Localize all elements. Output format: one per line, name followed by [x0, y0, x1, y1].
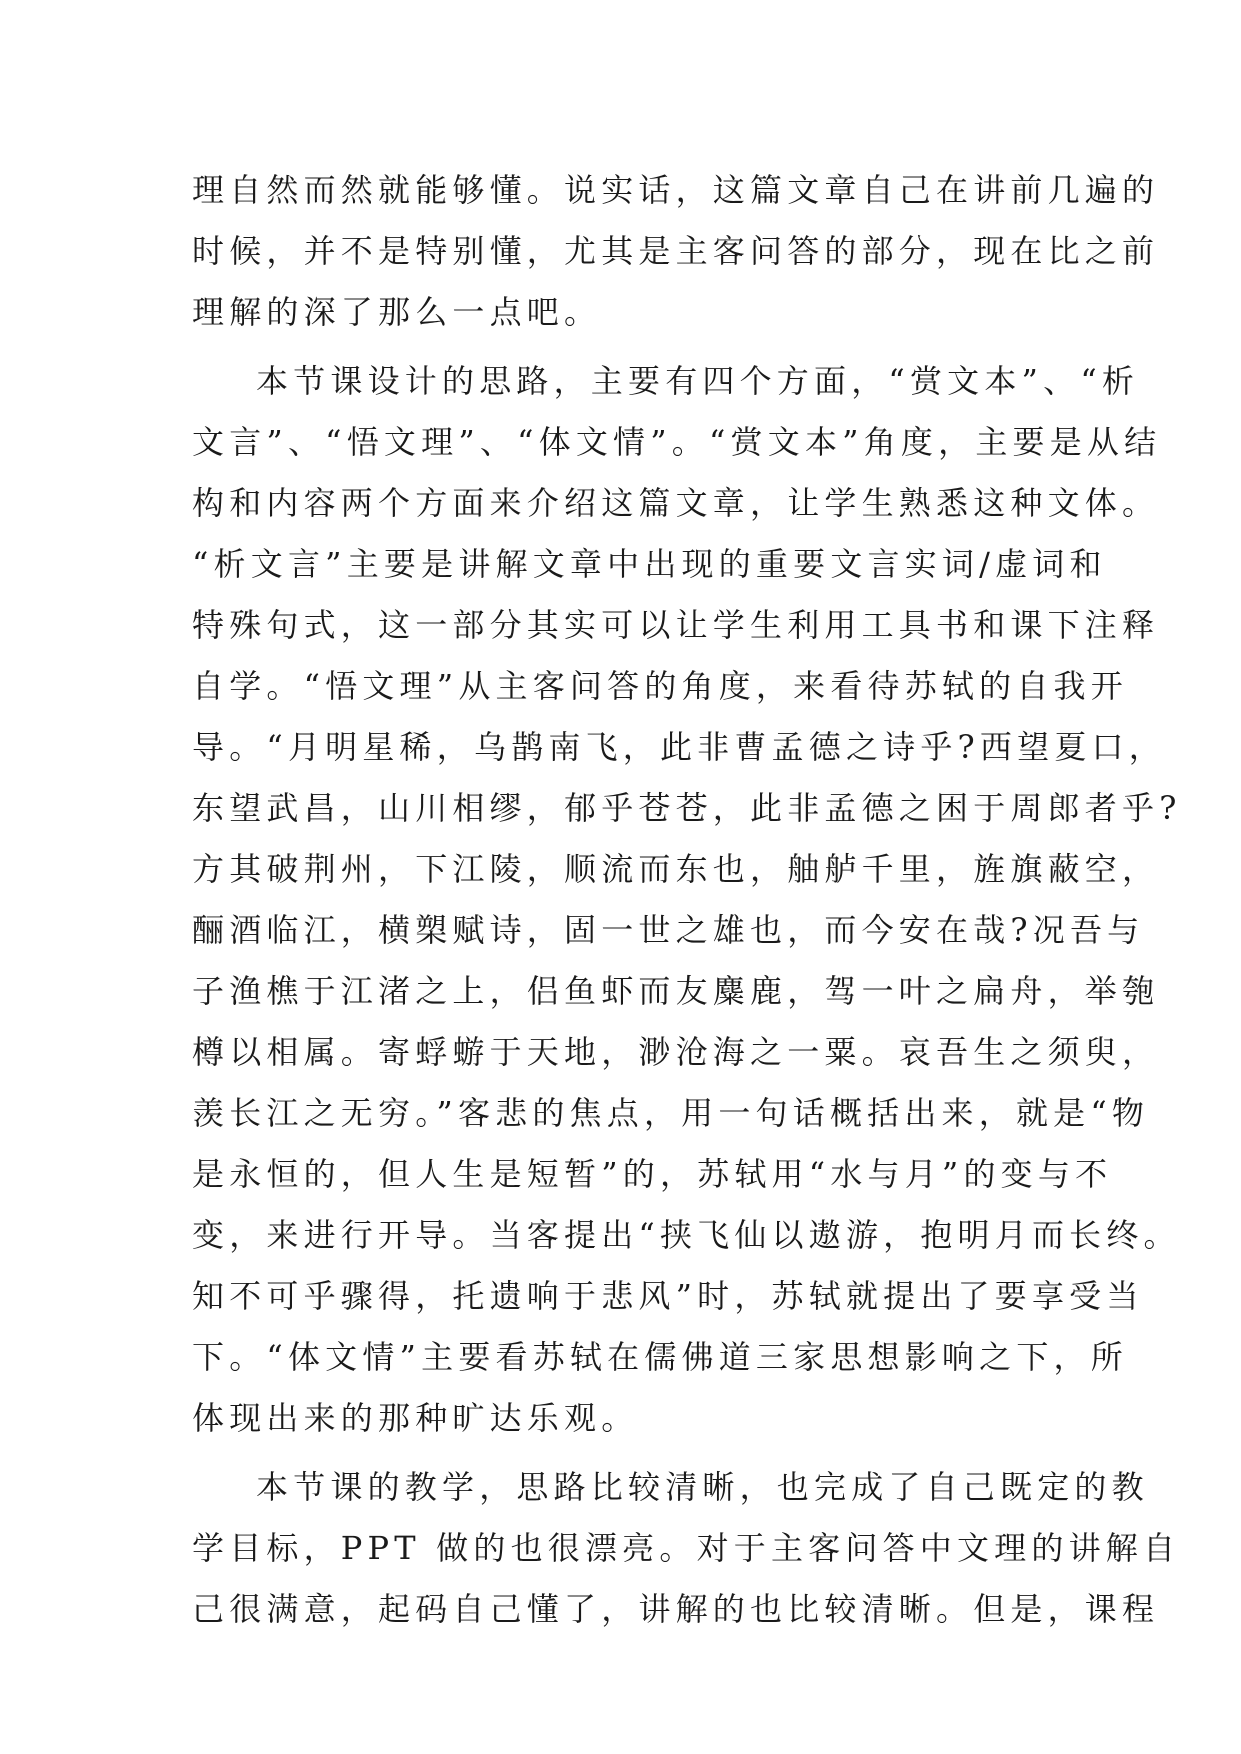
text-line: 下。“体文情”主要看苏轼在儒佛道三家思想影响之下，所	[192, 1338, 1128, 1376]
text-line: “析文言”主要是讲解文章中出现的重要文言实词/虚词和	[192, 545, 1107, 583]
text-line: 导。“月明星稀，乌鹊南飞，此非曹孟德之诗乎?西望夏口，	[192, 728, 1166, 766]
text-line: 方其破荆州，下江陵，顺流而东也，舳舻千里，旌旗蔽空，	[192, 850, 1160, 888]
text-line: 时候，并不是特别懂，尤其是主客问答的部分，现在比之前	[192, 232, 1160, 270]
text-line: 特殊句式，这一部分其实可以让学生利用工具书和课下注释	[192, 606, 1160, 644]
text-line: 理自然而然就能够懂。说实话，这篇文章自己在讲前几遍的	[192, 171, 1160, 209]
text-line: 己很满意，起码自己懂了，讲解的也比较清晰。但是，课程	[192, 1590, 1160, 1628]
text-line: 樽以相属。寄蜉蝣于天地，渺沧海之一粟。哀吾生之须臾，	[192, 1033, 1160, 1071]
paragraph-start-line: 本节课的教学，思路比较清晰，也完成了自己既定的教	[256, 1468, 1149, 1506]
text-line: 子渔樵于江渚之上，侣鱼虾而友麋鹿，驾一叶之扁舟，举匏	[192, 972, 1160, 1010]
text-line: 知不可乎骤得，托遗响于悲风”时，苏轼就提出了要享受当	[192, 1277, 1144, 1315]
text-line: 变，来进行开导。当客提出“挟飞仙以遨游，抱明月而长终。	[192, 1216, 1181, 1254]
body-text	[192, 160, 1182, 1640]
text-line: 是永恒的，但人生是短暂”的，苏轼用“水与月”的变与不	[192, 1155, 1113, 1193]
text-line: 东望武昌，山川相缪，郁乎苍苍，此非孟德之困于周郎者乎?	[192, 789, 1182, 827]
text-line: 体现出来的那种旷达乐观。	[192, 1399, 639, 1437]
text-line: 自学。“悟文理”从主客问答的角度，来看待苏轼的自我开	[192, 667, 1128, 705]
text-line: 酾酒临江，横槊赋诗，固一世之雄也，而今安在哉?况吾与	[192, 911, 1145, 949]
text-line: 学目标，PPT 做的也很漂亮。对于主客问答中文理的讲解自	[192, 1529, 1181, 1567]
paragraph-start-line: 本节课设计的思路，主要有四个方面，“赏文本”、“析	[256, 362, 1140, 400]
text-line: 理解的深了那么一点吧。	[192, 293, 602, 331]
text-line: 羡长江之无穷。”客悲的焦点，用一句话概括出来，就是“物	[192, 1094, 1150, 1132]
text-line: 构和内容两个方面来介绍这篇文章，让学生熟悉这种文体。	[192, 484, 1160, 522]
text-line: 文言”、“悟文理”、“体文情”。“赏文本”角度，主要是从结	[192, 423, 1162, 461]
